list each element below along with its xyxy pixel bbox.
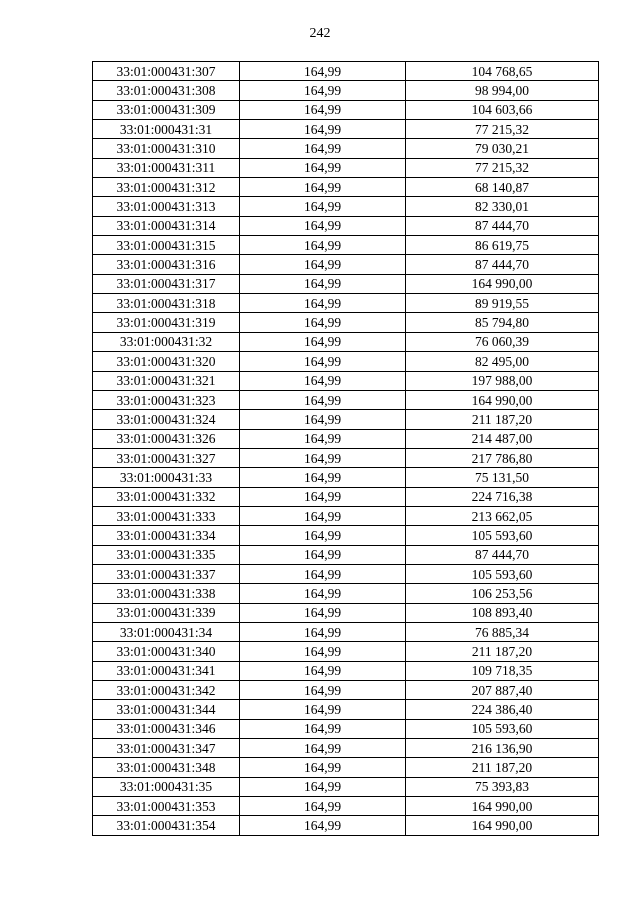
table-row	[93, 700, 599, 719]
rate-cell: 164,99	[240, 777, 406, 796]
rate-cell: 164,99	[240, 332, 406, 351]
cadastral-number-cell: 33:01:000431:344	[93, 700, 240, 719]
table-row	[93, 371, 599, 390]
table-row	[93, 564, 599, 583]
value-cell: 224 386,40	[406, 700, 599, 719]
rate-cell: 164,99	[240, 681, 406, 700]
table-row	[93, 236, 599, 255]
rate-cell: 164,99	[240, 429, 406, 448]
cadastral-number-cell: 33:01:000431:335	[93, 545, 240, 564]
cadastral-number-cell: 33:01:000431:311	[93, 158, 240, 177]
cadastral-number-cell: 33:01:000431:333	[93, 506, 240, 525]
table-row	[93, 758, 599, 777]
table-row	[93, 294, 599, 313]
table-row	[93, 332, 599, 351]
value-cell: 105 593,60	[406, 564, 599, 583]
rate-cell: 164,99	[240, 506, 406, 525]
rate-cell: 164,99	[240, 62, 406, 81]
value-cell: 75 131,50	[406, 468, 599, 487]
rate-cell: 164,99	[240, 797, 406, 816]
value-cell: 197 988,00	[406, 371, 599, 390]
value-cell: 87 444,70	[406, 255, 599, 274]
cadastral-number-cell: 33:01:000431:341	[93, 661, 240, 680]
cadastral-number-cell: 33:01:000431:313	[93, 197, 240, 216]
rate-cell: 164,99	[240, 255, 406, 274]
cadastral-number-cell: 33:01:000431:342	[93, 681, 240, 700]
cadastral-number-cell: 33:01:000431:309	[93, 100, 240, 119]
rate-cell: 164,99	[240, 622, 406, 641]
rate-cell: 164,99	[240, 178, 406, 197]
value-cell: 211 187,20	[406, 642, 599, 661]
page-number: 242	[309, 26, 331, 41]
table-row	[93, 603, 599, 622]
rate-cell: 164,99	[240, 545, 406, 564]
value-cell: 109 718,35	[406, 661, 599, 680]
cadastral-number-cell: 33:01:000431:339	[93, 603, 240, 622]
rate-cell: 164,99	[240, 816, 406, 835]
rate-cell: 164,99	[240, 313, 406, 332]
value-cell: 164 990,00	[406, 797, 599, 816]
rate-cell: 164,99	[240, 448, 406, 467]
rate-cell: 164,99	[240, 642, 406, 661]
value-cell: 75 393,83	[406, 777, 599, 796]
cadastral-number-cell: 33:01:000431:346	[93, 719, 240, 738]
rate-cell: 164,99	[240, 661, 406, 680]
rate-cell: 164,99	[240, 468, 406, 487]
cadastral-number-cell: 33:01:000431:323	[93, 390, 240, 409]
table-row	[93, 178, 599, 197]
rate-cell: 164,99	[240, 719, 406, 738]
rate-cell: 164,99	[240, 274, 406, 293]
rate-cell: 164,99	[240, 487, 406, 506]
value-cell: 68 140,87	[406, 178, 599, 197]
value-cell: 105 593,60	[406, 526, 599, 545]
rate-cell: 164,99	[240, 216, 406, 235]
table-row	[93, 352, 599, 371]
value-cell: 214 487,00	[406, 429, 599, 448]
value-cell: 108 893,40	[406, 603, 599, 622]
value-cell: 76 060,39	[406, 332, 599, 351]
rate-cell: 164,99	[240, 294, 406, 313]
rate-cell: 164,99	[240, 352, 406, 371]
table-row	[93, 120, 599, 139]
value-cell: 98 994,00	[406, 81, 599, 100]
table-row	[93, 526, 599, 545]
cadastral-number-cell: 33:01:000431:321	[93, 371, 240, 390]
cadastral-number-cell: 33:01:000431:324	[93, 410, 240, 429]
value-cell: 164 990,00	[406, 274, 599, 293]
rate-cell: 164,99	[240, 758, 406, 777]
table-row	[93, 661, 599, 680]
table-row	[93, 506, 599, 525]
value-cell: 211 187,20	[406, 758, 599, 777]
value-cell: 89 919,55	[406, 294, 599, 313]
value-cell: 77 215,32	[406, 120, 599, 139]
table-body	[93, 62, 599, 836]
table-row	[93, 390, 599, 409]
value-cell: 85 794,80	[406, 313, 599, 332]
cadastral-number-cell: 33:01:000431:316	[93, 255, 240, 274]
rate-cell: 164,99	[240, 584, 406, 603]
table-row	[93, 777, 599, 796]
value-cell: 106 253,56	[406, 584, 599, 603]
table-row	[93, 545, 599, 564]
table-row	[93, 255, 599, 274]
table-row	[93, 816, 599, 835]
rate-cell: 164,99	[240, 81, 406, 100]
cadastral-number-cell: 33:01:000431:338	[93, 584, 240, 603]
table-row	[93, 739, 599, 758]
cadastral-number-cell: 33:01:000431:317	[93, 274, 240, 293]
value-cell: 105 593,60	[406, 719, 599, 738]
cadastral-number-cell: 33:01:000431:307	[93, 62, 240, 81]
cadastral-number-cell: 33:01:000431:34	[93, 622, 240, 641]
cadastral-number-cell: 33:01:000431:31	[93, 120, 240, 139]
value-cell: 224 716,38	[406, 487, 599, 506]
cadastral-number-cell: 33:01:000431:33	[93, 468, 240, 487]
value-cell: 79 030,21	[406, 139, 599, 158]
cadastral-number-cell: 33:01:000431:337	[93, 564, 240, 583]
rate-cell: 164,99	[240, 197, 406, 216]
rate-cell: 164,99	[240, 390, 406, 409]
value-cell: 82 330,01	[406, 197, 599, 216]
rate-cell: 164,99	[240, 139, 406, 158]
rate-cell: 164,99	[240, 410, 406, 429]
value-cell: 216 136,90	[406, 739, 599, 758]
table-row	[93, 62, 599, 81]
rate-cell: 164,99	[240, 371, 406, 390]
value-cell: 104 768,65	[406, 62, 599, 81]
value-cell: 164 990,00	[406, 816, 599, 835]
table-row	[93, 197, 599, 216]
table-row	[93, 139, 599, 158]
value-cell: 87 444,70	[406, 216, 599, 235]
rate-cell: 164,99	[240, 564, 406, 583]
cadastral-number-cell: 33:01:000431:32	[93, 332, 240, 351]
cadastral-number-cell: 33:01:000431:318	[93, 294, 240, 313]
table-row	[93, 158, 599, 177]
table-row	[93, 622, 599, 641]
cadastral-number-cell: 33:01:000431:308	[93, 81, 240, 100]
value-cell: 207 887,40	[406, 681, 599, 700]
table-row	[93, 448, 599, 467]
table-row	[93, 410, 599, 429]
cadastral-number-cell: 33:01:000431:332	[93, 487, 240, 506]
rate-cell: 164,99	[240, 700, 406, 719]
value-cell: 82 495,00	[406, 352, 599, 371]
table-row	[93, 429, 599, 448]
table-row	[93, 487, 599, 506]
cadastral-number-cell: 33:01:000431:310	[93, 139, 240, 158]
value-cell: 86 619,75	[406, 236, 599, 255]
rate-cell: 164,99	[240, 158, 406, 177]
cadastral-number-cell: 33:01:000431:354	[93, 816, 240, 835]
cadastral-number-cell: 33:01:000431:315	[93, 236, 240, 255]
rate-cell: 164,99	[240, 120, 406, 139]
table-row	[93, 100, 599, 119]
rate-cell: 164,99	[240, 100, 406, 119]
table-row	[93, 797, 599, 816]
rate-cell: 164,99	[240, 739, 406, 758]
value-cell: 164 990,00	[406, 390, 599, 409]
value-cell: 76 885,34	[406, 622, 599, 641]
cadastral-number-cell: 33:01:000431:314	[93, 216, 240, 235]
value-cell: 211 187,20	[406, 410, 599, 429]
cadastral-number-cell: 33:01:000431:35	[93, 777, 240, 796]
table-row	[93, 642, 599, 661]
table-row	[93, 681, 599, 700]
rate-cell: 164,99	[240, 603, 406, 622]
cadastral-number-cell: 33:01:000431:334	[93, 526, 240, 545]
cadastral-number-cell: 33:01:000431:319	[93, 313, 240, 332]
table-row	[93, 584, 599, 603]
table-row	[93, 81, 599, 100]
value-cell: 217 786,80	[406, 448, 599, 467]
rate-cell: 164,99	[240, 526, 406, 545]
value-cell: 104 603,66	[406, 100, 599, 119]
table-row	[93, 719, 599, 738]
cadastral-number-cell: 33:01:000431:353	[93, 797, 240, 816]
cadastral-number-cell: 33:01:000431:347	[93, 739, 240, 758]
table-row	[93, 216, 599, 235]
cadastral-number-cell: 33:01:000431:327	[93, 448, 240, 467]
cadastral-number-cell: 33:01:000431:340	[93, 642, 240, 661]
cadastral-number-cell: 33:01:000431:320	[93, 352, 240, 371]
table-row	[93, 468, 599, 487]
value-cell: 87 444,70	[406, 545, 599, 564]
cadastral-number-cell: 33:01:000431:312	[93, 178, 240, 197]
table-row	[93, 313, 599, 332]
cadastral-number-cell: 33:01:000431:348	[93, 758, 240, 777]
value-cell: 213 662,05	[406, 506, 599, 525]
table-row	[93, 274, 599, 293]
rate-cell: 164,99	[240, 236, 406, 255]
value-cell: 77 215,32	[406, 158, 599, 177]
data-table	[92, 61, 599, 836]
cadastral-number-cell: 33:01:000431:326	[93, 429, 240, 448]
